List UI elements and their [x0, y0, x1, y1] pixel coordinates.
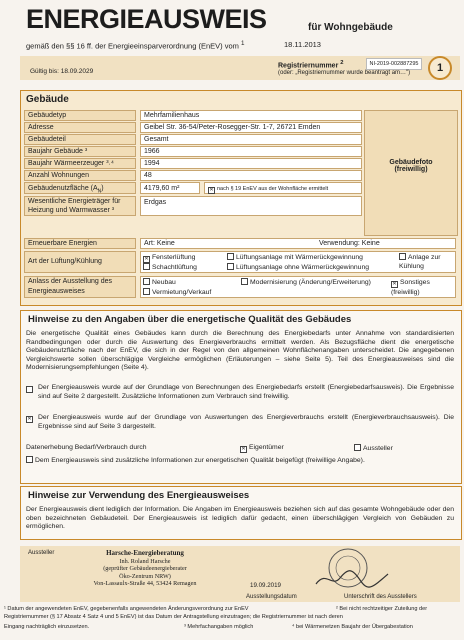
vent-cooling[interactable]: Anlage zur Kühlung	[399, 254, 441, 270]
notes-title: Hinweise zu den Angaben über die energetische Qualität des Gebäudes	[28, 314, 352, 325]
usage-title: Hinweise zur Verwendung des Energieausweises	[28, 490, 250, 501]
row-apartments: Anzahl Wohnungen 48	[24, 170, 362, 181]
vent-no-recovery[interactable]: Lüftungsanlage ohne Wärmerückgewinnung	[227, 263, 369, 272]
issue-date-label: Ausstellungsdatum	[246, 594, 297, 600]
page-number-badge: 1	[428, 56, 452, 80]
row-floor-area: Gebäudenutzfläche $(A_N)$ 4179,60 m² ✕ nach § 19 EnEV aus der Wohnfläche ermittelt	[24, 182, 362, 194]
row-energy-carrier: Wesentliche Energieträger für Heizung und Warmwasser ³ Erdgas	[24, 196, 362, 216]
valid-until: Gültig bis: 18.09.2029	[30, 68, 94, 75]
row-building-year: Baujahr Gebäude ³ 1966	[24, 146, 362, 157]
row-ventilation: Art der Lüftung/Kühlung ✕ Fensterlüftung Schachtlüftung Lüftungsanlage mit Wärmerückgewinnung Lüftungsanlage ohne Wärmerückgewinnung Anlage zur Kühlung	[24, 251, 456, 273]
registration-number: NI-2019-002887295	[366, 58, 422, 70]
reason-rent-sale[interactable]: Vermietung/Verkauf	[143, 288, 211, 297]
vent-heat-recovery[interactable]: Lüftungsanlage mit Wärmerückgewinnung	[227, 253, 363, 262]
data-issuer[interactable]: Aussteller	[354, 444, 393, 454]
signature-icon	[312, 566, 392, 592]
registration-note: (oder: „Registriernummer wurde beantragt am…")	[278, 70, 411, 76]
row-renewables: Erneuerbare Energien Art: Keine Verwendung: Keine	[24, 238, 456, 249]
vent-shaft[interactable]: Schachtlüftung	[143, 263, 197, 272]
extra-info-option[interactable]: Dem Energieausweis sind zusätzliche Informationen zur energetischen Qualität beigefügt (freiwillige Angabe).	[26, 456, 454, 466]
row-reason: Anlass der Ausstellung des Energieausweises Neubau Vermietung/Verkauf Modernisierung (Änderung/Erweiterung) ✕ Sonstiges (freiwillig)	[24, 276, 456, 298]
law-date: 18.11.2013	[284, 40, 321, 49]
reason-modernisation[interactable]: Modernisierung (Änderung/Erweiterung)	[241, 278, 381, 287]
area-checkbox[interactable]: ✕	[209, 187, 214, 193]
area-note: ✕ nach § 19 EnEV aus der Wohnfläche ermittelt	[204, 182, 362, 194]
footnote-3: ³ Mehrfachangaben möglich	[184, 624, 254, 630]
registration-label: Registriernummer $^2$	[278, 60, 344, 70]
option-demand[interactable]: Der Energieausweis wurde auf der Grundlage von Berechnungen des Energiebedarfs erstellt (Energiebedarfsausweis). Die Ergebnisse sind auf Seite 2 dargestellt. Zusätzliche Informationen zum Verbrauch sind freiwillig.	[26, 384, 454, 401]
signature-label: Unterschrift des Ausstellers	[344, 594, 417, 600]
footnote-1: ¹ Datum der angewendeten EnEV, gegebenenfalls angewendeten Änderungsverordnung zur EnEV	[4, 606, 249, 612]
data-collection: Datenerhebung Bedarf/Verbrauch durch ✕ Eigentümer Aussteller	[26, 444, 393, 452]
page-subtitle: für Wohngebäude	[308, 22, 393, 33]
reason-other[interactable]: ✕ Sonstiges (freiwillig)	[391, 279, 430, 296]
reason-new-build[interactable]: Neubau	[143, 278, 176, 287]
law-reference: gemäß den §§ 16 ff. der Energieeinsparverordnung (EnEV) vom $^1$	[26, 40, 245, 51]
building-photo-area: Gebäudefoto (freiwillig)	[364, 110, 458, 236]
row-heater-year: Baujahr Wärmeerzeuger ³˒⁴ 1994	[24, 158, 362, 169]
row-building-part: Gebäudeteil Gesamt	[24, 134, 362, 145]
footnote-4: ⁴ bei Wärmenetzen Baujahr der Übergabestation	[292, 624, 413, 630]
footnote-2: ² Bei nicht rechtzeitiger Zuteilung der	[336, 606, 428, 612]
issuer-stamp: Harsche-Energieberatung Inh. Roland Harsche (geprüfter Gebäudeenergieberater Öko-Zentrum NRW) Von-Lassaulx-Straße 44, 53424 Remagen	[93, 549, 197, 588]
option-consumption[interactable]: ✕ Der Energieausweis wurde auf der Grundlage von Auswertungen des Energieverbrauchs erstellt (Energieverbrauchsausweis). Die Ergebnisse sind auf Seite 3 dargestellt.	[27, 414, 454, 430]
issuer-label: Aussteller	[28, 550, 55, 556]
notes-paragraph: Die energetische Qualität eines Gebäudes kann durch die Berechnung des Energiebedarfs unter Annahme von standardisierten Randbedingungen oder durch die Auswertung des Energieverbrauchs ermittelt werden. Als Bezugsfläche dient die energetische Gebäudenutzfläche nach der EnEV, die sich in der Regel von den allgemeinen Wohnflächenangaben unterscheidet. Die angegebenen Vergleichswerte sollen überschlägige Vergleiche ermöglichen (Erläuterungen – siehe Seite 5). Teil des Energieausweises sind die Modernisierungsempfehlungen (Seite 4).	[26, 330, 454, 372]
row-address: Adresse Geibel Str. 36-54/Peter-Rosegger-Str. 1-7, 26721 Emden	[24, 122, 362, 133]
footnote-2-cont: Registriernummer (§ 17 Absatz 4 Satz 4 und 5 EnEV) ist das Datum der Antragstellung einzutragen; die Registriernummer ist nach deren	[4, 614, 343, 620]
issue-date: 19.09.2019	[250, 582, 281, 589]
vent-window[interactable]: ✕ Fensterlüftung	[144, 254, 196, 262]
usage-text: Der Energieausweis dient lediglich der Information. Die Angaben im Energieausweis beziehen sich auf das gesamte Wohngebäude oder den oben bezeichneten Gebäudeteil. Der Energieausweis ist lediglich dafür gedacht, einen überschlägigen Vergleich von Gebäuden zu ermöglichen.	[26, 506, 454, 531]
data-owner[interactable]: ✕ Eigentümer	[241, 444, 284, 452]
building-title: Gebäude	[26, 94, 69, 105]
footnote-2-end: Eingang nachträglich einzusetzen.	[4, 624, 90, 630]
page-title: ENERGIEAUSWEIS	[26, 4, 267, 34]
row-building-type: Gebäudetyp Mehrfamilienhaus	[24, 110, 362, 121]
